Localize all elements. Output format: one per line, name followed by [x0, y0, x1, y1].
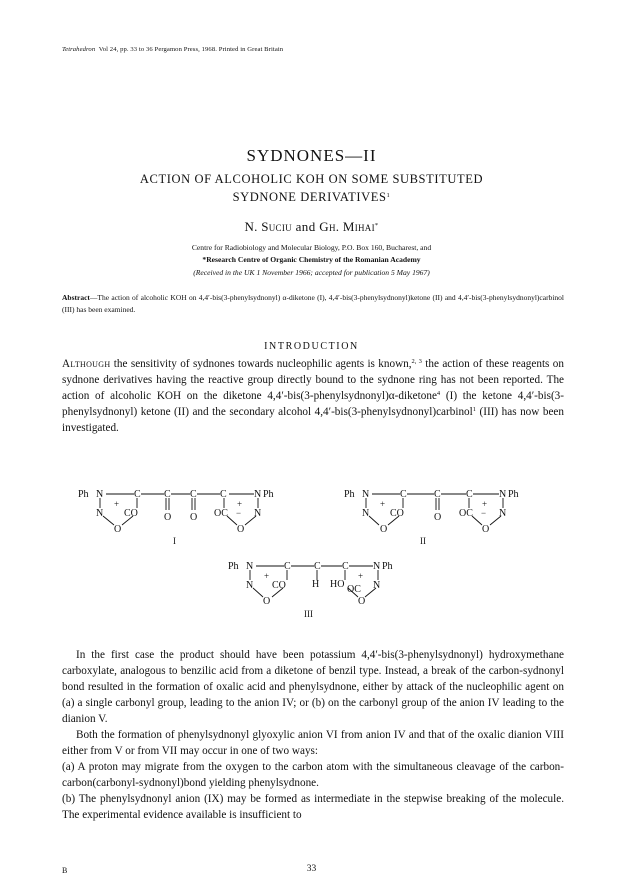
struct-iii-n-right: N [373, 561, 381, 572]
page-number: 33 [306, 864, 317, 874]
struct-i-n-right: N [254, 489, 262, 500]
struct-i-o2: O [190, 512, 198, 523]
struct-i-o1: O [164, 512, 172, 523]
struct-ii-o-ring-right: O [482, 524, 490, 535]
paper-subtitle [60, 170, 563, 206]
struct-iii-c3: C [342, 561, 349, 572]
struct-i-ph-right: Ph [263, 489, 274, 500]
struct-i-c1: C [134, 489, 141, 500]
struct-i-plus-right: + [237, 499, 243, 509]
paragraph-2: Both the formation of phenylsydnonyl glyoxylic anion VI from anion IV and that of the oxalic dianion VIII either from V or from VII may occur in one of two ways: [62, 729, 564, 757]
struct-i-n2-right: N [254, 508, 262, 519]
abstract-text: —The action of alcoholic KOH on 4,4′-bis(3-phenylsydnonyl) α-diketone (I), 4,4′-bis(3-phenylsydnonyl)ketone (II) and 4,4′-bis(3-phenylsydnonyl)carbinol (III) has been examined. [62, 293, 564, 314]
struct-i-o-ring-left: O [114, 524, 122, 535]
struct-i-n-left: N [96, 489, 104, 500]
struct-iii-ho: HO [330, 579, 345, 590]
struct-i-o-ring-right: O [237, 524, 245, 535]
struct-iii-co-left: CO [272, 580, 286, 591]
struct-ii-n2-right: N [499, 508, 507, 519]
signature-mark: B [62, 866, 68, 875]
section-heading-introduction: INTRODUCTION [264, 341, 359, 352]
struct-ii-c3: C [466, 489, 473, 500]
struct-i-co-left: CO [124, 508, 138, 519]
paragraph-a: (a) A proton may migrate from the oxygen to the carbon atom with the simultaneous cleavage of the carbon-carbon(carbonyl-sydnonyl)bond yielding phenylsydnone. [62, 761, 564, 789]
struct-i-oc-right: OC [214, 508, 228, 519]
author-2: Gh. Mihai [319, 219, 375, 234]
author-1: N. Suciu [244, 219, 292, 234]
author-and: and [295, 219, 316, 234]
struct-iii-c1: C [284, 561, 291, 572]
struct-ii-n-left: N [362, 489, 370, 500]
struct-iii-n2-right: N [373, 580, 381, 591]
affiliation-2: *Research Centre of Organic Chemistry of the Romanian Academy [202, 254, 421, 264]
abstract-label: Abstract [62, 293, 90, 302]
intro-text-1: the sensitivity of sydnones towards nucleophilic agents is known, [110, 358, 412, 370]
struct-ii-c1: C [400, 489, 407, 500]
struct-ii-co-left: CO [390, 508, 404, 519]
intro-text-3: (I) the ketone 4,4′-bis(3-phenylsydnonyl) ketone (II) and the secondary alcohol 4,4′-bis(3-phenylsydnonyl)carbinol [62, 390, 564, 418]
struct-ii-ph-left: Ph [344, 489, 355, 500]
struct-ii-n-right: N [499, 489, 507, 500]
discussion-text [62, 647, 564, 823]
intro-paragraph [62, 356, 564, 436]
struct-label-iii: III [304, 609, 313, 619]
struct-iii-n-left: N [246, 561, 254, 572]
struct-iii-plus-right: + [358, 571, 364, 581]
struct-i-c3: C [190, 489, 197, 500]
affiliation-1: Centre for Radiobiology and Molecular Biology, P.O. Box 160, Bucharest, and [191, 243, 432, 252]
paper-title: SYDNONES—II [246, 146, 377, 165]
struct-ii-o1: O [434, 512, 442, 523]
struct-iii-ph-right: Ph [382, 561, 393, 572]
struct-iii-ph-left: Ph [228, 561, 239, 572]
struct-ii-plus-right: + [482, 499, 488, 509]
ref-2-3: 2, 3 [411, 358, 422, 365]
struct-ii-minus: − [481, 508, 487, 518]
struct-i-minus: − [236, 508, 242, 518]
struct-label-ii: II [420, 536, 426, 546]
struct-i-n2-left: N [96, 508, 104, 519]
paragraph-1: In the first case the product should have been potassium 4,4′-bis(3-phenylsydnonyl) hydroxymethane carboxylate, analogous to benzilic acid from a diketone of benzil type. Instead, a break of the carbon-sydnonyl bond resulted in the formation of oxalic acid and phenylsydnone, either by attack of the nucleophilic agent on (a) a single carbonyl group, leading to the anion IV; or (b) on the carbonyl group of the anion IV leading to the dianion V. [62, 649, 564, 725]
ref-1: 1 [472, 406, 476, 413]
intro-text-4: (III) has now been investigated. [62, 406, 564, 434]
struct-ii-n2-left: N [362, 508, 370, 519]
author-mark: * [374, 222, 379, 229]
struct-ii-oc-right: OC [459, 508, 473, 519]
author-line [0, 219, 623, 235]
struct-iii-plus-left: + [264, 571, 270, 581]
intro-lead-word: Although [62, 358, 111, 370]
chemical-structures [0, 480, 623, 630]
struct-iii-o-ring-left: O [263, 596, 271, 607]
journal-name: Tetrahedron [62, 46, 96, 53]
journal-citation: Vol 24, pp. 33 to 36 Pergamon Press, 1968. Printed in Great Britain [98, 46, 284, 53]
struct-i-c2: C [164, 489, 171, 500]
subtitle-line-1: ACTION OF ALCOHOLIC KOH ON SOME SUBSTITUTED [139, 172, 484, 186]
paragraph-b: (b) The phenylsydnonyl anion (IX) may be formed as intermediate in the stepwise breaking of the molecule. The experimental evidence available is insufficient to [62, 793, 564, 821]
journal-header [62, 46, 283, 53]
struct-iii-h: H [312, 579, 320, 590]
struct-label-i: I [173, 536, 176, 546]
subtitle-footnote-mark: 1 [386, 192, 391, 199]
struct-i-c4: C [220, 489, 227, 500]
abstract [62, 292, 564, 315]
struct-i-ph-left: Ph [78, 489, 89, 500]
affiliations [80, 242, 543, 265]
struct-ii-o-ring-left: O [380, 524, 388, 535]
intro-text-2: the action of these reagents on sydnone derivatives having the reactive group directly bound to the sydnone ring has not been reported. The action of alcoholic KOH on the diketone 4,4′-bis(3-phenylsydnonyl)α-diketone [62, 358, 564, 402]
struct-iii-c2: C [314, 561, 321, 572]
subtitle-line-2: SYDNONE DERIVATIVES [232, 190, 387, 204]
struct-i-plus-left: + [114, 499, 120, 509]
struct-iii-n2-left: N [246, 580, 254, 591]
struct-ii-ph-right: Ph [508, 489, 519, 500]
ref-4: 4 [436, 390, 441, 397]
struct-ii-plus-left: + [380, 499, 386, 509]
received-dates: (Received in the UK 1 November 1966; accepted for publication 5 May 1967) [193, 268, 430, 277]
struct-ii-c2: C [434, 489, 441, 500]
struct-iii-oc-right: OC [347, 584, 361, 595]
struct-iii-o-ring-right: O [358, 596, 366, 607]
